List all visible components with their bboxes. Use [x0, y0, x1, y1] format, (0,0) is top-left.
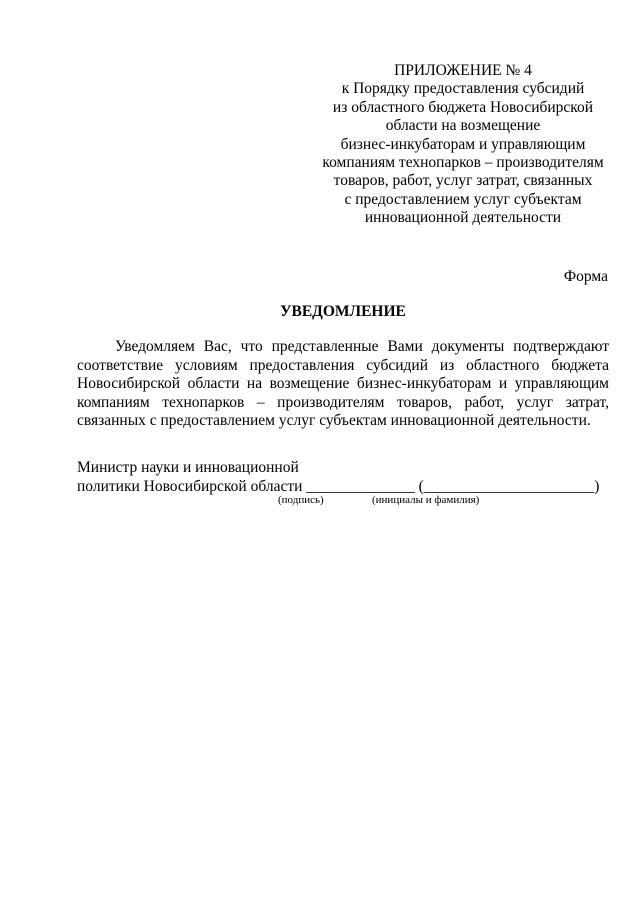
appendix-line: с предоставлением услуг субъектам: [344, 190, 582, 208]
notification-body: Уведомляем Вас, что представленные Вами документы подтверждают соответствие условиям предоставления субсидий из областного бюджета Новосибирской области на возмещение бизнес-инкубаторам и управляющим компаниям технопарков – производителям товаров, работ, услуг затрат, связанных с предоставлением услуг субъектам инновационной деятельности.: [77, 338, 609, 429]
signatory-title-line2: политики Новосибирской области ______________ (______________________): [77, 478, 600, 495]
document-title: УВЕДОМЛЕНИЕ: [280, 303, 406, 320]
appendix-line: области на возмещение: [385, 117, 541, 135]
appendix-line: к Порядку предоставления субсидий: [341, 80, 585, 98]
signatory-title-line1: Министр науки и инновационной: [77, 459, 299, 476]
appendix-line: ПРИЛОЖЕНИЕ № 4: [394, 62, 532, 79]
appendix-line: товаров, работ, услуг затрат, связанных: [333, 172, 593, 190]
appendix-line: из областного бюджета Новосибирской: [332, 98, 594, 116]
appendix-line: бизнес-инкубаторам и управляющим: [340, 135, 586, 153]
appendix-header: [318, 62, 608, 228]
appendix-line: компаниям технопарков – производителям: [322, 154, 604, 172]
signature-caption: (подпись): [278, 494, 324, 506]
appendix-line: инновационной деятельности: [364, 209, 562, 227]
form-label: Форма: [563, 268, 608, 285]
name-caption: (инициалы и фамилия): [372, 494, 480, 506]
